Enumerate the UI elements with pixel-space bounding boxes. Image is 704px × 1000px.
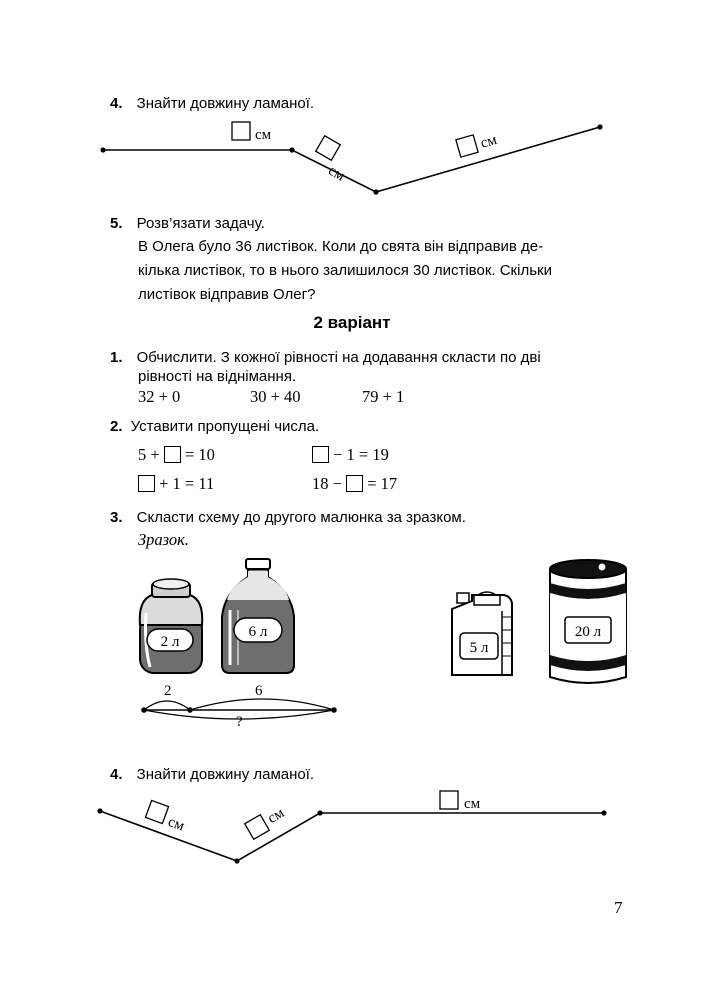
unit-label: см (265, 804, 288, 827)
unit-label: см (255, 127, 272, 143)
task-text-cont: рівності на віднімання. (138, 368, 297, 385)
task-text: Знайти довжину ламаної. (136, 95, 315, 112)
equation-4 (312, 472, 397, 496)
v2-task3 (110, 505, 466, 530)
problem-line-3: листівок відправив Олег? (138, 286, 316, 303)
vertex-point (597, 124, 602, 129)
task-text: Знайти довжину ламаної. (136, 766, 315, 783)
task-text: Скласти схему до другого малюнка за зразком. (136, 509, 466, 526)
answer-box[interactable] (138, 475, 155, 492)
answer-box[interactable] (456, 135, 478, 157)
task-number: 4. (110, 95, 123, 112)
expression: 30 + 40 (250, 387, 301, 406)
vertex-point (601, 810, 606, 815)
sample-scheme (130, 680, 350, 730)
task-text: Уставити пропущені числа. (130, 418, 320, 435)
problem-line-1: В Олега було 36 листівок. Коли до свята він відправив де- (138, 238, 544, 255)
jar-icon (140, 579, 203, 673)
task-number: 1. (110, 349, 123, 366)
v1-task5-title (110, 211, 265, 236)
sample-illustration (130, 555, 360, 685)
second-illustration (440, 555, 640, 690)
v2-polyline-figure (0, 780, 704, 880)
task-number: 2. (110, 418, 123, 435)
vertex-point (100, 147, 105, 152)
vertex-point (97, 808, 102, 813)
unit-label: см (165, 813, 187, 835)
vertex-point (373, 189, 378, 194)
vertex-point (234, 858, 239, 863)
barrel-icon (550, 560, 626, 683)
v1-polyline-figure (0, 110, 704, 205)
vertex-point (317, 810, 322, 815)
answer-box[interactable] (232, 122, 250, 140)
answer-box[interactable] (316, 136, 341, 161)
bottle-icon (222, 559, 294, 673)
equation-3 (138, 472, 214, 496)
scheme-total: ? (236, 714, 243, 730)
answer-box[interactable] (245, 815, 270, 840)
page-number: 7 (614, 898, 623, 917)
equation-1 (138, 443, 215, 467)
volume-label: 5 л (469, 640, 489, 656)
unit-label: см (325, 162, 348, 185)
variant-heading: 2 варіант (313, 313, 391, 332)
task-text: Розв’язати задачу. (136, 215, 265, 232)
unit-label: см (464, 796, 481, 812)
v2-task2 (110, 414, 319, 439)
answer-box[interactable] (145, 800, 168, 823)
answer-box[interactable] (164, 446, 181, 463)
task-number: 4. (110, 766, 123, 783)
unit-label: см (478, 131, 499, 152)
scheme-part-b: 6 (255, 683, 263, 699)
polyline (103, 127, 600, 192)
eq-part: + 1 = 11 (159, 474, 215, 493)
task-text: Обчислити. З кожної рівності на додавання скласти по дві (136, 349, 541, 366)
problem-line-2: кілька листівок, то в нього залишилося 30 листівок. Скільки (138, 262, 552, 279)
expression: 32 + 0 (138, 387, 181, 406)
answer-box[interactable] (440, 791, 458, 809)
volume-label: 20 л (574, 624, 602, 640)
eq-part: 5 + (138, 445, 160, 464)
eq-part: = 10 (184, 445, 215, 464)
equation-2 (312, 443, 389, 467)
eq-part: 18 − (312, 474, 342, 493)
answer-box[interactable] (312, 446, 329, 463)
task-number: 3. (110, 509, 123, 526)
sample-label: Зразок. (138, 530, 189, 549)
vertex-point (289, 147, 294, 152)
scheme-part-a: 2 (164, 683, 172, 699)
volume-label: 6 л (248, 624, 268, 640)
answer-box[interactable] (346, 475, 363, 492)
volume-label: 2 л (160, 634, 180, 650)
expression: 79 + 1 (362, 387, 405, 406)
canister-icon (452, 592, 512, 675)
eq-part: = 17 (367, 474, 398, 493)
eq-part: − 1 = 19 (333, 445, 389, 464)
task-number: 5. (110, 215, 123, 232)
